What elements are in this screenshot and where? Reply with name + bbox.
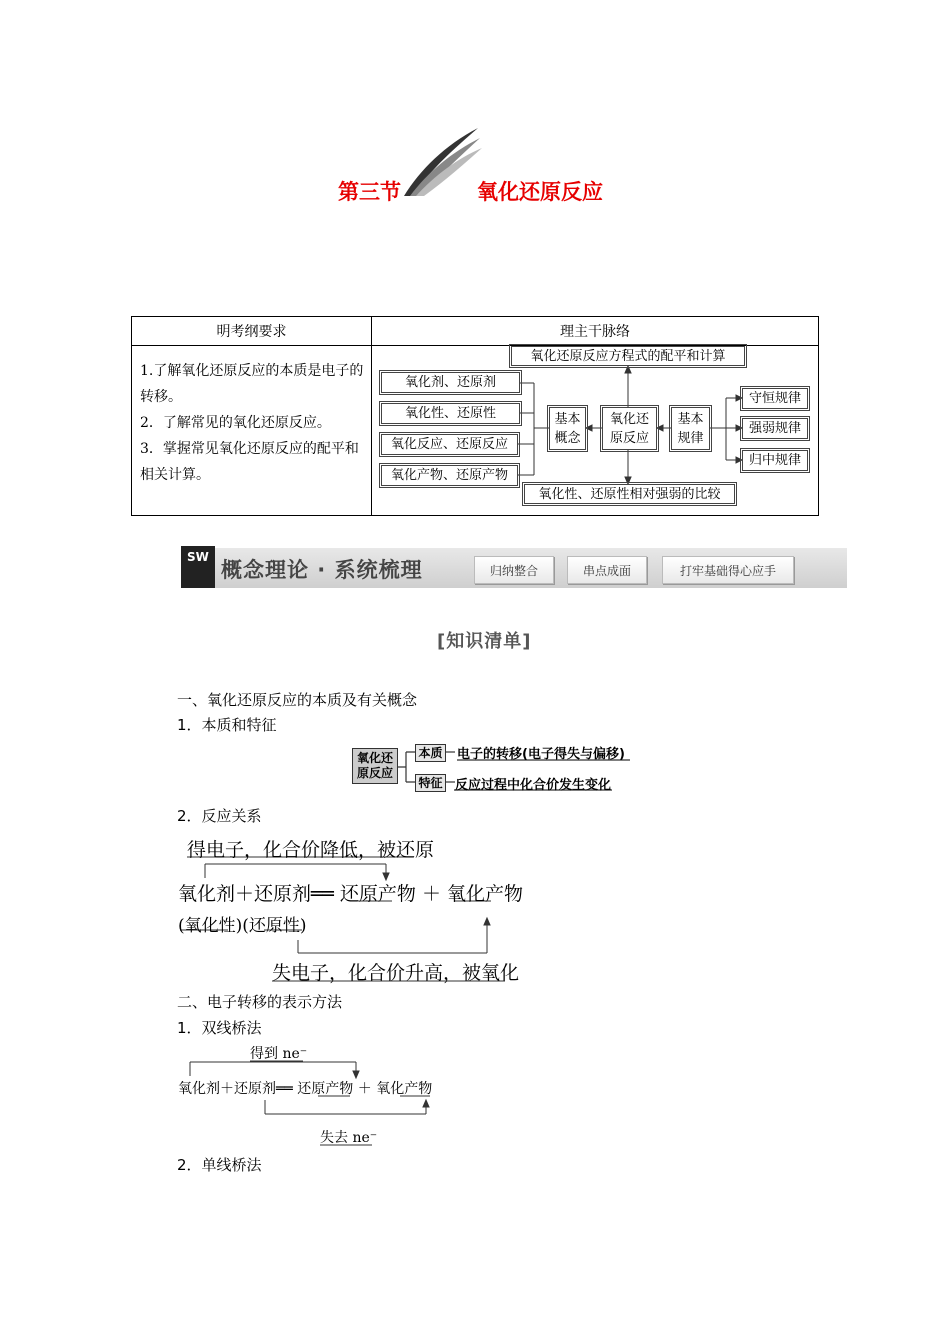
section2-heading: 二、电子转移的表示方法 — [177, 993, 343, 1011]
map-top-box: 氧化还原反应方程式的配平和计算 — [511, 346, 745, 366]
table-header-requirements: 明考纲要求 — [132, 317, 372, 346]
reaction-equation: 氧化剂＋还原剂══ 还原产物 ＋ 氧化产物 — [178, 883, 523, 905]
page-title: 氧化还原反应 — [477, 180, 603, 204]
map-right-item: 守恒规律 — [742, 388, 808, 409]
double-bridge-lose: 失去 ne⁻ — [320, 1130, 378, 1146]
root-concept-box: 氧化还原反应 — [352, 748, 398, 784]
banner-button-summarize[interactable]: 归纳整合 — [474, 556, 554, 584]
banner-button-foundation[interactable]: 打牢基础得心应手 — [662, 556, 794, 584]
map-bottom-box: 氧化性、还原性相对强弱的比较 — [524, 484, 735, 504]
map-center: 氧化还原反应 — [602, 407, 657, 450]
section1-heading: 一、氧化还原反应的本质及有关概念 — [177, 691, 418, 709]
section1-sub2: 2．反应关系 — [177, 807, 262, 825]
map-basic-concept: 基本概念 — [549, 407, 586, 450]
gain-electron-text: 得电子，化合价降低，被还原 — [187, 839, 435, 861]
requirement-item: 2．了解常见的氧化还原反应。 — [140, 415, 331, 431]
map-right-item: 强弱规律 — [742, 418, 808, 439]
map-right-item: 归中规律 — [742, 450, 808, 471]
reaction-properties: (氧化性)(还原性) — [178, 916, 307, 936]
double-bridge-lines — [190, 1061, 430, 1145]
title-swoosh-icon — [404, 128, 482, 196]
essence-text: 电子的转移(电子得失与偏移) — [457, 747, 625, 762]
banner-button-connect[interactable]: 串点成面 — [567, 556, 647, 584]
map-left-item: 氧化产物、还原产物 — [381, 465, 518, 486]
map-left-item: 氧化反应、还原反应 — [381, 434, 518, 455]
lose-electron-text: 失电子，化合价升高，被氧化 — [272, 962, 520, 984]
double-bridge-gain: 得到 ne⁻ — [250, 1046, 308, 1062]
banner-logo: SW — [181, 546, 215, 588]
essence-label: 本质 — [415, 744, 446, 762]
map-left-item: 氧化剂、还原剂 — [381, 372, 520, 393]
feature-text: 反应过程中化合价发生变化 — [455, 778, 612, 793]
double-bridge-equation: 氧化剂＋还原剂══ 还原产物 ＋ 氧化产物 — [178, 1081, 433, 1097]
section-number: 第三节 — [338, 180, 401, 204]
table-header-outline: 理主干脉络 — [372, 317, 819, 346]
requirement-item: 1.了解氧化还原反应的本质是电子的转移。 — [140, 363, 364, 405]
requirements-list — [140, 358, 365, 488]
knowledge-list-label: [知识清单] — [437, 631, 532, 652]
section1-sub1: 1．本质和特征 — [177, 716, 277, 734]
section2-sub1: 1．双线桥法 — [177, 1019, 262, 1037]
banner-title: 概念理论 · 系统梳理 — [221, 558, 423, 582]
section2-sub2: 2．单线桥法 — [177, 1156, 262, 1174]
feature-label: 特征 — [415, 774, 446, 792]
requirement-item: 3．掌握常见氧化还原反应的配平和相关计算。 — [140, 441, 359, 483]
map-left-item: 氧化性、还原性 — [381, 403, 520, 424]
map-basic-rules: 基本规律 — [671, 407, 710, 450]
